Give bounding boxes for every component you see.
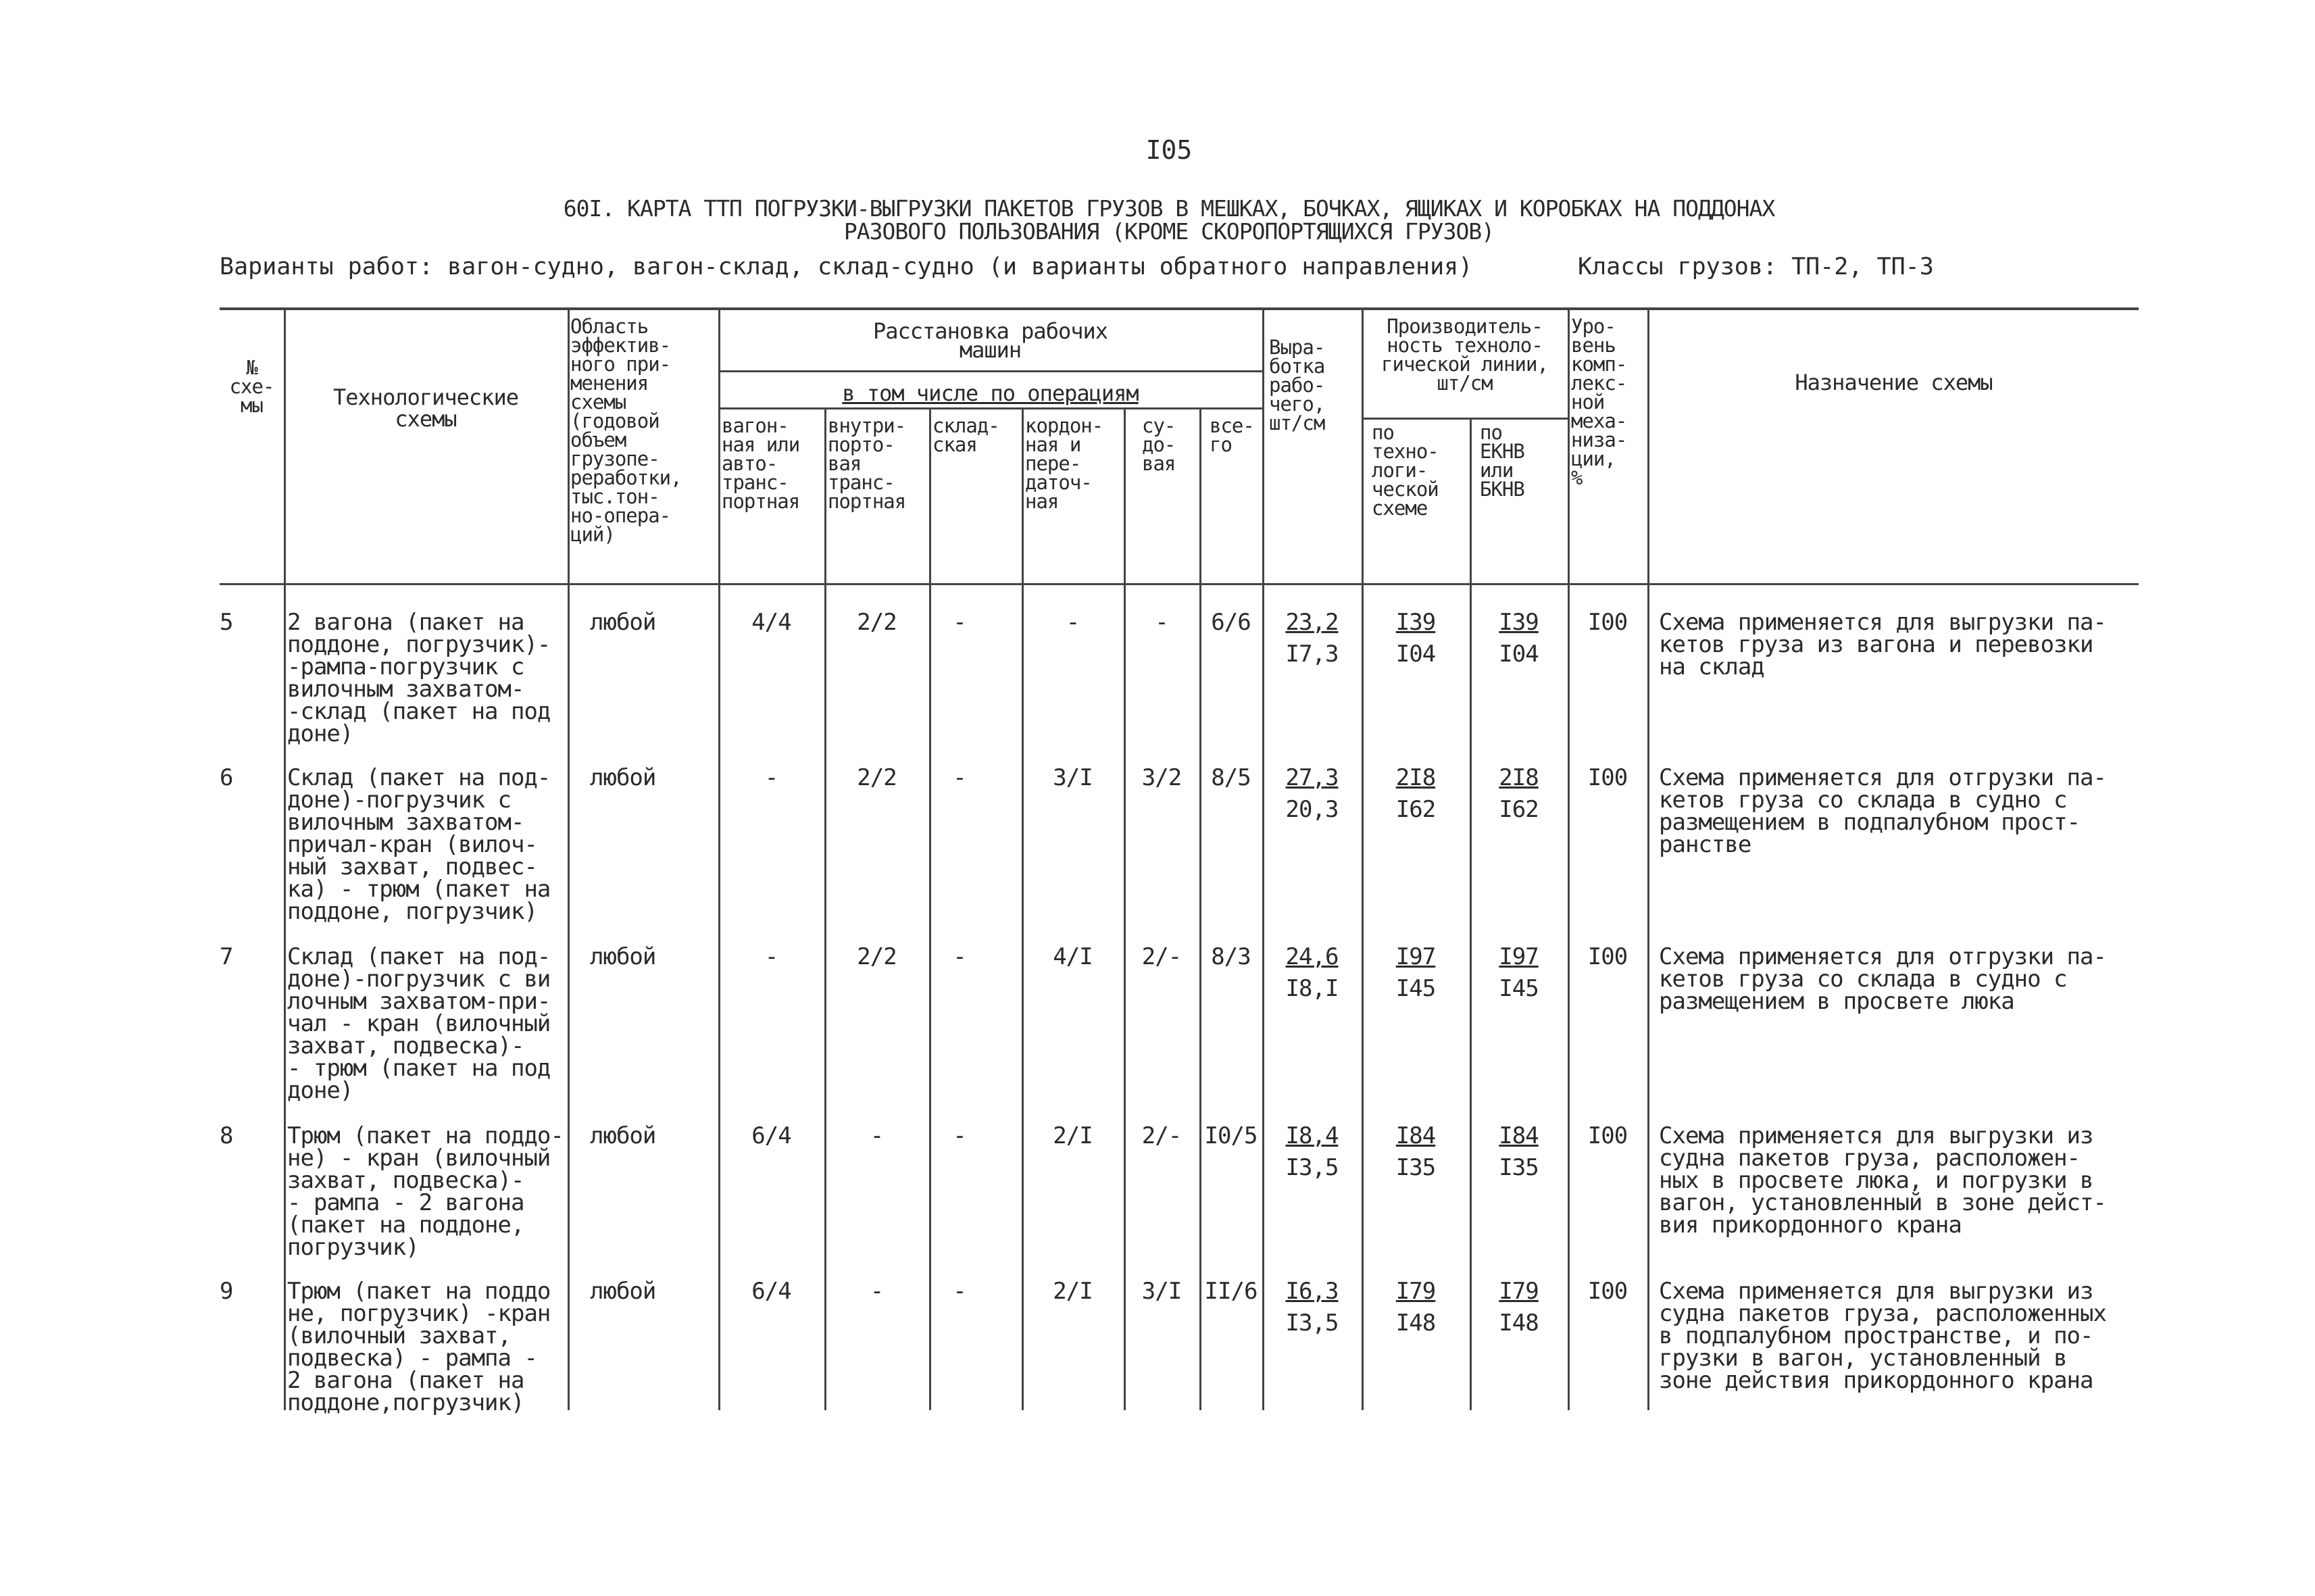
row-7-output-bottom: I8,I xyxy=(1285,975,1339,1002)
row-8-internal: - xyxy=(870,1122,884,1149)
row-9-mechanization: I00 xyxy=(1587,1278,1628,1305)
title-line-1: 60I. КАРТА ТТП ПОГРУЗКИ-ВЫГРУЗКИ ПАКЕТОВ ГРУЗОВ В МЕШКАХ, БОЧКАХ, ЯЩИКАХ И КОРОБКАХ НА ПОДДОНАХ xyxy=(563,195,1775,222)
col-rule-9 xyxy=(1262,309,1264,1410)
row-9-kordon: 2/I xyxy=(1053,1278,1093,1305)
row-7-wagon: - xyxy=(764,943,778,970)
row-8-kordon: 2/I xyxy=(1053,1122,1093,1149)
row-5-internal: 2/2 xyxy=(857,609,897,636)
productivity-divider xyxy=(1362,418,1568,420)
row-8-ship: 2/- xyxy=(1141,1122,1182,1149)
row-7-purpose: Схема применяется для отгрузки па- кетов груза со склада в судно с размещением в просвете люка xyxy=(1659,943,2106,1015)
row-7-total: 8/3 xyxy=(1211,943,1251,970)
header-tech-schemes: Технологические схемы xyxy=(333,384,518,432)
row-9-area: любой xyxy=(590,1278,656,1305)
row-9-warehouse: - xyxy=(953,1278,966,1305)
row-5-area: любой xyxy=(590,609,656,636)
row-5-total: 6/6 xyxy=(1211,609,1251,636)
row-5-kordon: - xyxy=(1066,609,1080,636)
row-5-tech-bottom: I04 xyxy=(1395,641,1436,668)
row-7-mechanization: I00 xyxy=(1587,943,1628,970)
header-scheme-number: № схе- мы xyxy=(229,356,274,417)
row-9-ekhnv-top: I79 xyxy=(1499,1278,1539,1305)
header-machine-placement: Расстановка рабочих машин xyxy=(872,318,1108,363)
col-rule-3 xyxy=(718,309,720,1410)
row-5-output-top: 23,2 xyxy=(1285,609,1339,636)
operations-divider xyxy=(718,407,1262,409)
row-9-ekhnv-bottom: I48 xyxy=(1499,1310,1539,1337)
page-title xyxy=(243,197,2095,243)
row-6-tech-bottom: I62 xyxy=(1395,796,1436,823)
header-scheme-purpose: Назначение схемы xyxy=(1795,370,1993,395)
row-6-area: любой xyxy=(590,764,656,791)
col-rule-6 xyxy=(1022,409,1024,1410)
row-6-tech-top: 2I8 xyxy=(1395,764,1436,791)
row-5-ship: - xyxy=(1155,609,1168,636)
row-8-number: 8 xyxy=(220,1122,233,1149)
placement-divider xyxy=(718,370,1262,372)
col-rule-8 xyxy=(1199,409,1201,1410)
header-mechanization-level: Уро- вень комп- лекс- ной меха- низа- ции, % xyxy=(1571,315,1627,489)
row-8-area: любой xyxy=(590,1122,656,1149)
row-8-wagon: 6/4 xyxy=(751,1122,791,1149)
page-number: I05 xyxy=(1145,135,1193,165)
row-5-tech-scheme: 2 вагона (пакет на поддоне, погрузчик)- -рампа-погрузчик с вилочным захватом- -склад (пакет на под доне) xyxy=(287,609,551,747)
col-rule-5 xyxy=(929,409,931,1410)
row-9-output-top: I6,3 xyxy=(1285,1278,1339,1305)
header-worker-output: Выра- ботка рабо- чего, шт/см xyxy=(1269,336,1325,434)
col-rule-12 xyxy=(1568,309,1570,1410)
row-5-purpose: Схема применяется для выгрузки па- кетов груза из вагона и перевозки на склад xyxy=(1659,609,2106,680)
row-6-mechanization: I00 xyxy=(1587,764,1628,791)
work-variants: Варианты работ: вагон-судно, вагон-склад, склад-судно (и варианты обратного направления) xyxy=(220,253,1473,280)
row-9-ship: 3/I xyxy=(1141,1278,1182,1305)
col-rule-4 xyxy=(824,409,826,1410)
row-8-output-top: I8,4 xyxy=(1285,1122,1339,1149)
row-9-total: II/6 xyxy=(1204,1278,1258,1305)
row-6-warehouse: - xyxy=(953,764,966,791)
row-7-tech-scheme: Склад (пакет на под- доне)-погрузчик с ви лочным захватом-при- чал - кран (вилочный захват, подвеска)- - трюм (пакет на под доне) xyxy=(287,943,551,1104)
row-7-warehouse: - xyxy=(953,943,966,970)
header-by-operations: в том числе по операциям xyxy=(842,380,1139,406)
row-8-tech-top: I84 xyxy=(1395,1122,1436,1149)
row-7-ekhnv-bottom: I45 xyxy=(1499,975,1539,1002)
row-9-tech-top: I79 xyxy=(1395,1278,1436,1305)
row-6-wagon: - xyxy=(764,764,778,791)
header-warehouse: склад- ская xyxy=(932,414,999,456)
row-6-purpose: Схема применяется для отгрузки па- кетов груза со склада в судно с размещением в подпалубном прост- ранстве xyxy=(1659,764,2106,858)
row-9-number: 9 xyxy=(220,1278,233,1305)
cargo-classes: Классы грузов: ТП-2, ТП-3 xyxy=(1578,253,1934,280)
row-9-tech-scheme: Трюм (пакет на поддо не, погрузчик) -кран (вилочный захват, подвеска) - рампа - 2 вагона (пакет на поддоне,погрузчик) xyxy=(287,1278,551,1416)
col-rule-1 xyxy=(284,309,286,1410)
row-5-output-bottom: I7,3 xyxy=(1285,641,1339,668)
row-7-tech-bottom: I45 xyxy=(1395,975,1436,1002)
row-7-tech-top: I97 xyxy=(1395,943,1436,970)
row-8-tech-scheme: Трюм (пакет на поддо- не) - кран (вилочный захват, подвеска)- - рампа - 2 вагона (пакет на поддоне, погрузчик) xyxy=(287,1122,564,1261)
row-7-internal: 2/2 xyxy=(857,943,897,970)
col-rule-13 xyxy=(1647,309,1649,1410)
header-wagon: вагон- ная или авто- транс- портная xyxy=(722,414,800,513)
header-bottom-rule xyxy=(220,583,2139,585)
row-6-ekhnv-top: 2I8 xyxy=(1499,764,1539,791)
header-application-area: Область эффектив- ного при- менения схемы (годовой объем грузопе- реработки, тыс.тон- но-опера- ций) xyxy=(570,315,682,546)
row-6-internal: 2/2 xyxy=(857,764,897,791)
row-6-kordon: 3/I xyxy=(1053,764,1093,791)
row-5-wagon: 4/4 xyxy=(751,609,791,636)
row-8-output-bottom: I3,5 xyxy=(1285,1154,1339,1181)
row-5-mechanization: I00 xyxy=(1587,609,1628,636)
row-7-ekhnv-top: I97 xyxy=(1499,943,1539,970)
row-6-output-top: 27,3 xyxy=(1285,764,1339,791)
row-8-warehouse: - xyxy=(953,1122,966,1149)
row-8-purpose: Схема применяется для выгрузки из судна пакетов груза, расположен- ных в просвете люка, и погрузки в вагон, установленный в зоне дейст- вия прикордонного крана xyxy=(1659,1122,2106,1239)
col-rule-7 xyxy=(1124,409,1126,1410)
header-kordon: кордон- ная и пере- даточ- ная xyxy=(1025,414,1103,513)
row-8-ekhnv-bottom: I35 xyxy=(1499,1154,1539,1181)
row-6-tech-scheme: Склад (пакет на под- доне)-погрузчик с вилочным захватом- причал-кран (вилоч- ный захват, подвес- ка) - трюм (пакет на поддоне, погрузчик) xyxy=(287,764,551,925)
row-6-total: 8/5 xyxy=(1211,764,1251,791)
row-6-output-bottom: 20,3 xyxy=(1285,796,1339,823)
row-9-output-bottom: I3,5 xyxy=(1285,1310,1339,1337)
row-7-number: 7 xyxy=(220,943,233,970)
header-total: все- го xyxy=(1210,414,1254,456)
row-5-ekhnv-top: I39 xyxy=(1499,609,1539,636)
row-8-tech-bottom: I35 xyxy=(1395,1154,1436,1181)
col-rule-11 xyxy=(1470,419,1472,1410)
row-9-purpose: Схема применяется для выгрузки из судна пакетов груза, расположенных в подпалубном пространстве, и по- грузки в вагон, установленный в зоне действия прикордонного крана xyxy=(1659,1278,2106,1394)
row-7-ship: 2/- xyxy=(1141,943,1182,970)
row-7-area: любой xyxy=(590,943,656,970)
row-6-number: 6 xyxy=(220,764,233,791)
header-prod-ekhnv: по ЕКНВ или БКНВ xyxy=(1480,421,1524,501)
row-6-ship: 3/2 xyxy=(1141,764,1182,791)
row-5-warehouse: - xyxy=(953,609,966,636)
row-8-mechanization: I00 xyxy=(1587,1122,1628,1149)
row-5-tech-top: I39 xyxy=(1395,609,1436,636)
col-rule-10 xyxy=(1362,309,1364,1410)
row-5-ekhnv-bottom: I04 xyxy=(1499,641,1539,668)
header-ship: су- до- вая xyxy=(1142,414,1176,475)
header-prod-tech-scheme: по техно- логи- ческой схеме xyxy=(1372,421,1439,520)
col-rule-2 xyxy=(568,309,570,1410)
header-internal-port: внутри- порто- вая транс- портная xyxy=(828,414,906,513)
row-8-total: I0/5 xyxy=(1204,1122,1258,1149)
row-8-ekhnv-top: I84 xyxy=(1499,1122,1539,1149)
row-9-tech-bottom: I48 xyxy=(1395,1310,1436,1337)
title-line-2: РАЗОВОГО ПОЛЬЗОВАНИЯ (КРОМЕ СКОРОПОРТЯЩИХСЯ ГРУЗОВ) xyxy=(843,218,1495,245)
row-9-wagon: 6/4 xyxy=(751,1278,791,1305)
row-6-ekhnv-bottom: I62 xyxy=(1499,796,1539,823)
table-top-rule xyxy=(220,307,2139,310)
row-9-internal: - xyxy=(870,1278,884,1305)
row-5-number: 5 xyxy=(220,609,233,636)
header-line-productivity: Производитель- ность техноло- гической линии, шт/см xyxy=(1381,315,1548,395)
row-7-output-top: 24,6 xyxy=(1285,943,1339,970)
row-7-kordon: 4/I xyxy=(1053,943,1093,970)
